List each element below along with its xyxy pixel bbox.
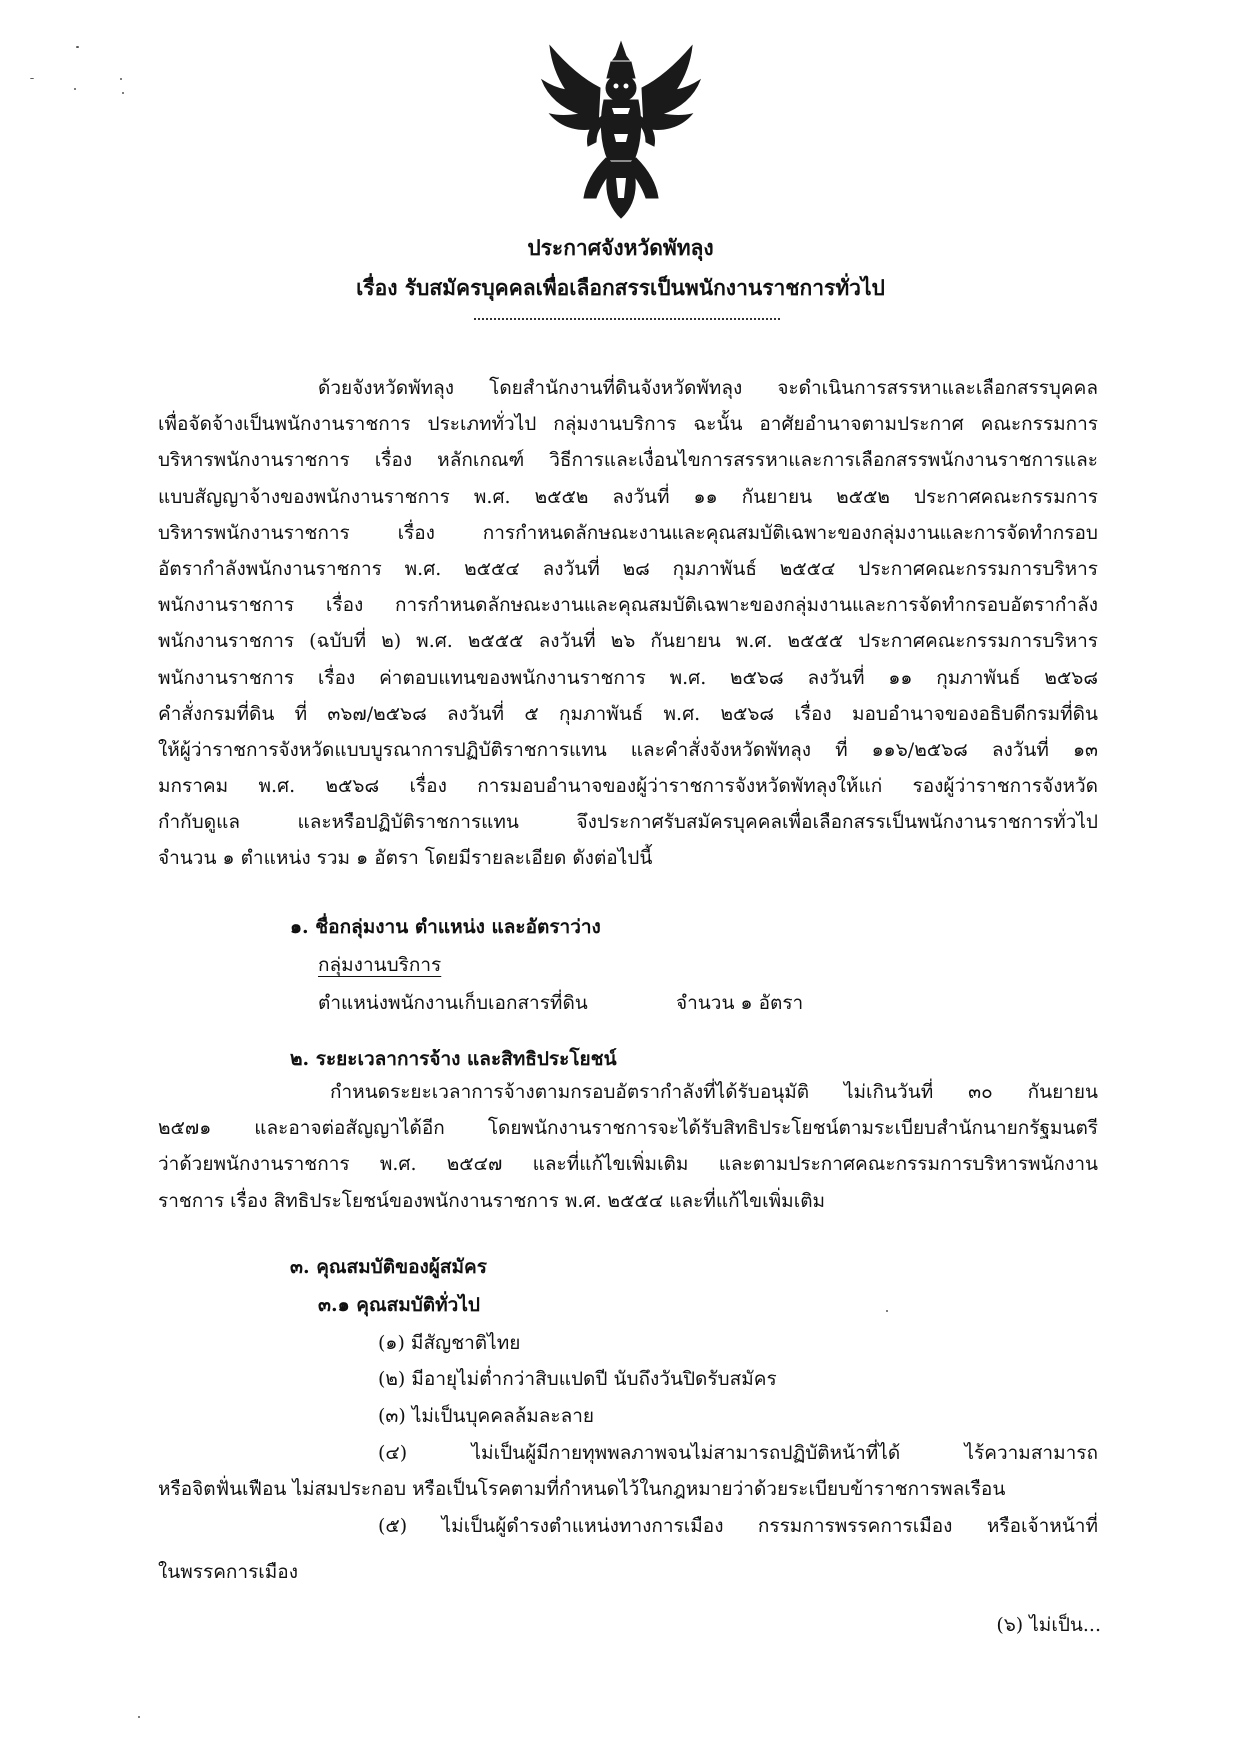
intro-line: พนักงานราชการ (ฉบับที่ ๒) พ.ศ. ๒๕๕๕ ลงวันที่ ๒๖ กันยายน พ.ศ. ๒๕๕๕ ประกาศคณะกรรมการบริหาร bbox=[158, 630, 1098, 653]
section1-position: ตำแหน่งพนักงานเก็บเอกสารที่ดิน bbox=[318, 992, 588, 1014]
scan-speck bbox=[74, 88, 76, 90]
section2-line: ๒๕๗๑ และอาจต่อสัญญาได้อีก โดยพนักงานราชการจะได้รับสิทธิประโยชน์ตามระเบียบสำนักนายกรัฐมนตรี bbox=[158, 1117, 1098, 1140]
intro-line: จำนวน ๑ ตำแหน่ง รวม ๑ อัตรา โดยมีรายละเอียด ดังต่อไปนี้ bbox=[158, 847, 653, 870]
intro-line: ด้วยจังหวัดพัทลุง โดยสำนักงานที่ดินจังหวัดพัทลุง จะดำเนินการสรรหาและเลือกสรรบุคคล bbox=[318, 377, 1098, 399]
section3-item-5-line: (๕) ไม่เป็นผู้ดำรงตำแหน่งทางการเมือง กรรมการพรรคการเมือง หรือเจ้าหน้าที่ bbox=[378, 1515, 1098, 1537]
section1-count: จำนวน ๑ อัตรา bbox=[676, 992, 804, 1014]
section2-paragraph bbox=[158, 1074, 1098, 1219]
section2-line: ว่าด้วยพนักงานราชการ พ.ศ. ๒๕๔๗ และที่แก้ไขเพิ่มเติม และตามประกาศคณะกรรมการบริหารพนักงาน bbox=[158, 1153, 1098, 1176]
continuation-note: (๖) ไม่เป็น... bbox=[996, 1614, 1101, 1636]
scan-speck bbox=[122, 92, 124, 94]
intro-line: เพื่อจัดจ้างเป็นพนักงานราชการ ประเภททั่วไป กลุ่มงานบริการ ฉะนั้น อาศัยอำนาจตามประกาศ คณะกรรมการ bbox=[158, 413, 1098, 436]
scan-speck bbox=[76, 46, 79, 48]
intro-line: อัตรากำลังพนักงานราชการ พ.ศ. ๒๕๕๔ ลงวันที่ ๒๘ กุมภาพันธ์ ๒๕๕๔ ประกาศคณะกรรมการบริหาร bbox=[158, 557, 1098, 580]
intro-line: คำสั่งกรมที่ดิน ที่ ๓๖๗/๒๕๖๘ ลงวันที่ ๕ กุมภาพันธ์ พ.ศ. ๒๕๖๘ เรื่อง มอบอำนาจของอธิบดีกรมที่ดิน bbox=[158, 702, 1098, 725]
intro-line: กำกับดูแล และหรือปฏิบัติราชการแทน จึงประกาศรับสมัครบุคคลเพื่อเลือกสรรเป็นพนักงานราชการทั่วไป bbox=[158, 811, 1098, 834]
section3-item-5 bbox=[158, 1508, 1098, 1590]
intro-line: มกราคม พ.ศ. ๒๕๖๘ เรื่อง การมอบอำนาจของผู้ว่าราชการจังหวัดพัทลุงให้แก่ รองผู้ว่าราชการจังหวัด bbox=[158, 775, 1098, 798]
section2-line: กำหนดระยะเวลาการจ้างตามกรอบอัตรากำลังที่ได้รับอนุมัติ ไม่เกินวันที่ ๓๐ กันยายน bbox=[330, 1081, 1098, 1103]
garuda-emblem-icon bbox=[540, 38, 702, 220]
section1-group: กลุ่มงานบริการ bbox=[318, 954, 442, 976]
section3-sub-heading: ๓.๑ คุณสมบัติทั่วไป bbox=[318, 1294, 480, 1316]
section3-item-5-line: ในพรรคการเมือง bbox=[158, 1561, 298, 1584]
scan-speck bbox=[138, 1716, 140, 1718]
section3-item-4-line: หรือจิตฟั่นเฟือน ไม่สมประกอบ หรือเป็นโรคตามที่กำหนดไว้ในกฎหมายว่าด้วยระเบียบข้าราชการพลเรือน bbox=[158, 1478, 1006, 1501]
intro-line: บริหารพนักงานราชการ เรื่อง การกำหนดลักษณะงานและคุณสมบัติเฉพาะของกลุ่มงานและการจัดทำกรอบ bbox=[158, 521, 1098, 544]
announcement-title: ประกาศจังหวัดพัทลุง bbox=[527, 235, 714, 260]
title-separator bbox=[474, 318, 780, 320]
section2-heading: ๒. ระยะเวลาการจ้าง และสิทธิประโยชน์ bbox=[290, 1048, 617, 1070]
scan-speck bbox=[886, 1310, 888, 1312]
intro-line: แบบสัญญาจ้างของพนักงานราชการ พ.ศ. ๒๕๕๒ ลงวันที่ ๑๑ กันยายน ๒๕๕๒ ประกาศคณะกรรมการ bbox=[158, 485, 1098, 508]
section3-item-4-line: (๔) ไม่เป็นผู้มีกายทุพพลภาพจนไม่สามารถปฏิบัติหน้าที่ได้ ไร้ความสามารถ bbox=[378, 1442, 1098, 1464]
section3-item-1: (๑) มีสัญชาติไทย bbox=[378, 1332, 521, 1354]
section2-line: ราชการ เรื่อง สิทธิประโยชน์ของพนักงานราชการ พ.ศ. ๒๕๕๔ และที่แก้ไขเพิ่มเติม bbox=[158, 1189, 826, 1212]
section3-item-2: (๒) มีอายุไม่ต่ำกว่าสิบแปดปี นับถึงวันปิดรับสมัคร bbox=[378, 1368, 777, 1390]
scan-speck bbox=[120, 78, 122, 80]
intro-line: ให้ผู้ว่าราชการจังหวัดแบบบูรณาการปฏิบัติราชการแทน และคำสั่งจังหวัดพัทลุง ที่ ๑๑๖/๒๕๖๘ ลงวันที่ ๑๓ bbox=[158, 738, 1098, 761]
intro-line: บริหารพนักงานราชการ เรื่อง หลักเกณฑ์ วิธีการและเงื่อนไขการสรรหาและการเลือกสรรพนักงานราชการและ bbox=[158, 449, 1098, 472]
section3-heading: ๓. คุณสมบัติของผู้สมัคร bbox=[290, 1256, 487, 1278]
section3-item-3: (๓) ไม่เป็นบุคคลล้มละลาย bbox=[378, 1405, 595, 1427]
section3-item-4 bbox=[158, 1435, 1098, 1507]
intro-line: พนักงานราชการ เรื่อง การกำหนดลักษณะงานและคุณสมบัติเฉพาะของกลุ่มงานและการจัดทำกรอบอัตรากำลัง bbox=[158, 594, 1098, 617]
section1-heading: ๑. ชื่อกลุ่มงาน ตำแหน่ง และอัตราว่าง bbox=[290, 916, 601, 938]
intro-paragraph bbox=[158, 370, 1098, 877]
scan-speck bbox=[30, 78, 34, 79]
intro-line: พนักงานราชการ เรื่อง ค่าตอบแทนของพนักงานราชการ พ.ศ. ๒๕๖๘ ลงวันที่ ๑๑ กุมภาพันธ์ ๒๕๖๘ bbox=[158, 666, 1098, 689]
announcement-subject: เรื่อง รับสมัครบุคคลเพื่อเลือกสรรเป็นพนักงานราชการทั่วไป bbox=[356, 275, 885, 300]
